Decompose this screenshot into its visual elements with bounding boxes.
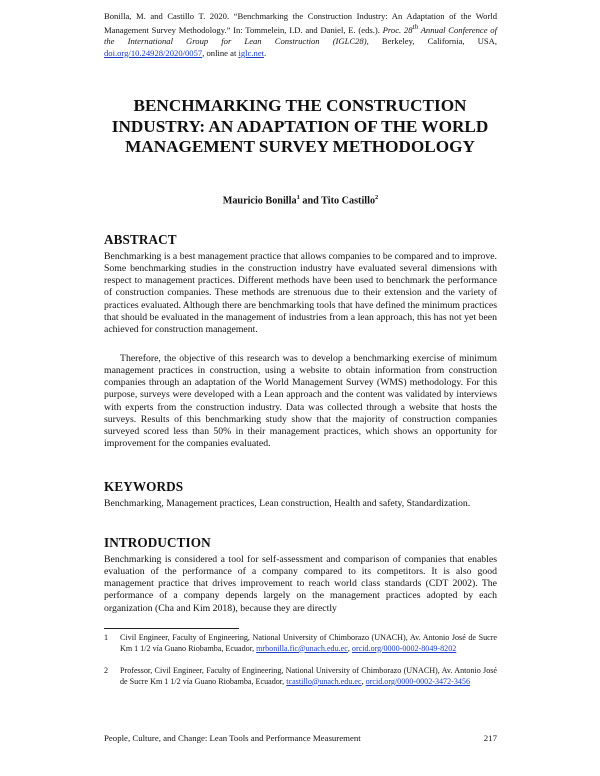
- citation-prefix: Bonilla, M. and Castillo T. 2020. “Benchmarking the Construction Industry: An Adaptation of the World Management Survey Methodology.” In: Tommelein, I.D. and Daniel, E. (eds.).: [104, 11, 497, 36]
- citation-location: Berkeley, California, USA,: [381, 36, 498, 47]
- author-2-sup: 2: [375, 194, 379, 201]
- footnote-1-number: 1: [104, 633, 109, 642]
- author-2: Tito Castillo: [321, 195, 376, 207]
- author-1: Mauricio Bonilla: [222, 195, 297, 207]
- abstract-heading: ABSTRACT: [104, 232, 177, 247]
- abstract-paragraph-1: Benchmarking is a best management practice that allows companies to be compared and to improve. Some benchmarking studies in the construction industry have evaluated several dimensions with respect to management practices. Different methods have been used to benchmark the performance of construction companies. These methods are strenuous due to their extension and the variety of practices evaluated. Although there are benchmarking tools that have defined the minimum practices that should be evaluated in the management of industries from a lean approach, this has not yet been achieved for construction management.: [104, 251, 497, 335]
- citation-proc-sup: th: [412, 23, 419, 32]
- footnote-1-text: Civil Engineer, Faculty of Engineering, National University of Chimborazo (UNACH), Av. Antonio José de Sucre Km 1 1/2 vía Guano Riobamba, Ecuador,: [120, 633, 497, 653]
- introduction-heading: INTRODUCTION: [104, 535, 211, 550]
- footnote-1-sep: ,: [347, 643, 350, 653]
- doi-link[interactable]: doi.org/10.24928/2020/0057: [104, 47, 203, 58]
- footnote-1: [104, 633, 497, 654]
- page-number: 217: [483, 733, 497, 743]
- footnote-2-text: Professor, Civil Engineer, Faculty of Engineering, National University of Chimborazo (UNACH), Av. Antonio José de Sucre Km 1 1/2 vía Guano Riobamba, Ecuador,: [120, 666, 497, 686]
- author-1-sup: 1: [296, 194, 300, 201]
- footnote-2-email-link[interactable]: tcastillo@unach.edu.ec: [286, 676, 362, 686]
- keywords-text: Benchmarking, Management practices, Lean construction, Health and safety, Standardization.: [104, 498, 471, 509]
- introduction-paragraph-1: Benchmarking is considered a tool for self-assessment and comparison of companies that enables evaluation of the performance of a company compared to its competitors. It is also good management practice that drives improvement to reach world class standards (CDT 2002). The performance of a company depends largely on the management practices adopted by each organization (Cha and Kim 2018), because they are directly: [104, 554, 497, 614]
- footnote-1-email-link[interactable]: mrbonilla.fic@unach.edu.ec: [256, 643, 348, 653]
- footnote-1-body: [120, 633, 497, 654]
- citation-header: [104, 11, 497, 59]
- citation-end: .: [264, 47, 267, 58]
- citation-proc: Proc. 28: [382, 25, 413, 36]
- footnote-1-orcid-link[interactable]: orcid.org/0000-0002-8049-8202: [351, 643, 457, 653]
- paper-title: BENCHMARKING THE CONSTRUCTION INDUSTRY: AN ADAPTATION OF THE WORLD MANAGEMENT SURVEY METHODOLOGY: [111, 96, 489, 156]
- iglc-link[interactable]: iglc.net: [238, 47, 265, 58]
- citation-proc-rest: Annual Conference of the International Group for Lean Construction (IGLC28),: [104, 25, 497, 47]
- abstract-paragraph-2: Therefore, the objective of this research was to develop a benchmarking exercise of minimum management practices in construction, using a website to obtain information from construction companies through an adaptation of the World Management Survey (WMS) methodology. For this purpose, surveys were developed with a Lean approach and the content was validated by interviews with experts from the construction industry. Data was collected through a website that hosts the surveys. Results of this benchmarking study show that the majority of construction companies surveyed scored less than 50% in their management practices, which shows an opportunity for improvement for the companies evaluated.: [104, 353, 497, 450]
- running-footer: People, Culture, and Change: Lean Tools and Performance Measurement: [104, 733, 361, 743]
- footnote-2-sep: ,: [361, 676, 364, 686]
- authors-and: and: [302, 195, 319, 207]
- footnote-divider: [104, 628, 239, 629]
- authors: [104, 194, 497, 206]
- footnote-2-orcid-link[interactable]: orcid.org/0000-0002-3472-3456: [365, 676, 471, 686]
- footnote-2-number: 2: [104, 666, 109, 675]
- footnote-2: [104, 666, 497, 687]
- citation-online-at: , online at: [202, 47, 237, 58]
- keywords-heading: KEYWORDS: [104, 479, 184, 494]
- footnote-2-body: [120, 666, 497, 687]
